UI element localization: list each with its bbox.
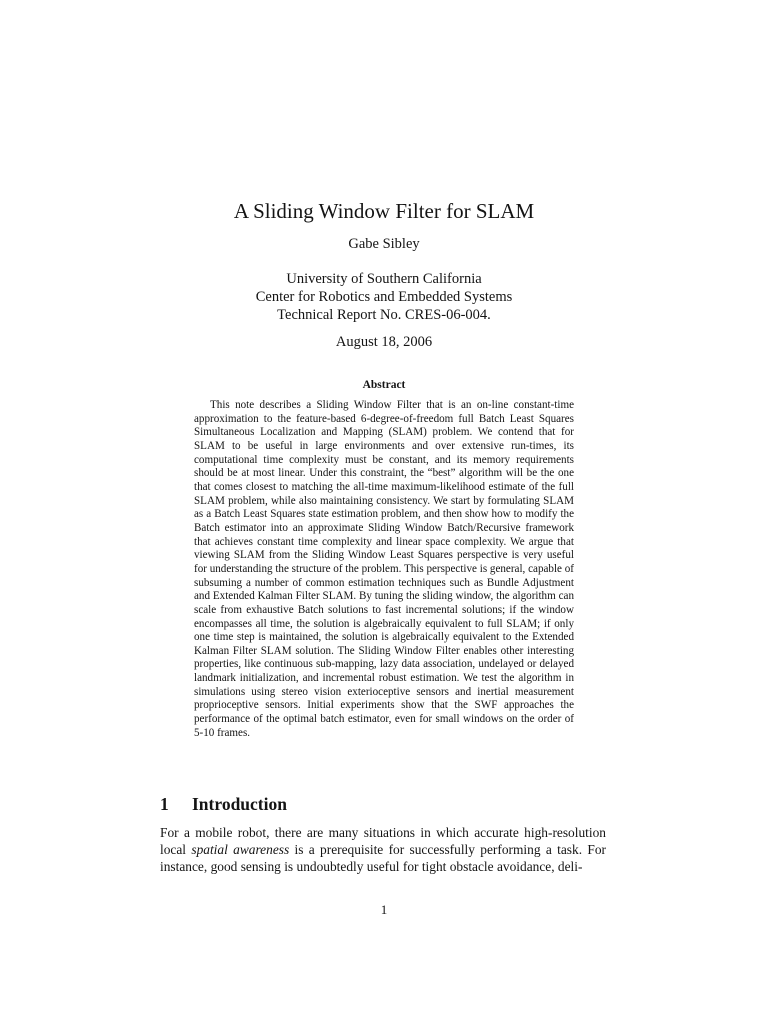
page-number: 1 (380, 902, 388, 917)
abstract-heading: Abstract (362, 379, 406, 391)
affiliation-line: Center for Robotics and Embedded Systems (255, 289, 513, 305)
affiliation-line: Technical Report No. CRES-06-004. (277, 307, 491, 323)
intro-text-start: For a mobile robot, there are many situations in which accurate high-resolution local (160, 825, 606, 857)
paper-affiliation (0, 270, 768, 324)
intro-emphasis: spatial awareness (191, 842, 290, 857)
section-number: 1 (160, 794, 169, 814)
affiliation-line: University of Southern California (286, 271, 482, 287)
paper-author: Gabe Sibley (348, 236, 420, 252)
paper-title: A Sliding Window Filter for SLAM (233, 199, 535, 223)
intro-text-end: is a prerequisite for successfully performing a task. For instance, good sensing is undoubtedly useful for tight obstacle avoidance, deli- (160, 842, 606, 874)
paper-date: August 18, 2006 (335, 334, 433, 350)
section-title: Introduction (192, 794, 287, 814)
section-heading (160, 793, 287, 815)
abstract-body: This note describes a Sliding Window Filter that is an on-line constant-time approximation to the feature-based 6-degree-of-freedom full Batch Least Squares Simultaneous Localization and Mapping (SLAM) problem. We contend that for SLAM to be useful in large environments and over extensive run-times, its computational time complexity must be constant, and its memory requirements should be at most linear. Under this constraint, the “best” algorithm will be the one that comes closest to matching the all-time maximum-likelihood estimate of the full SLAM problem, while also maintaining consistency. We start by formulating SLAM as a Batch Least Squares state estimation problem, and then show how to modify the Batch estimator into an approximate Sliding Window Batch/Recursive framework that achieves constant time complexity and linear space complexity. We argue that viewing SLAM from the Sliding Window Least Squares perspective is very useful for understanding the structure of the problem. This perspective is general, capable of subsuming a number of common estimation techniques such as Bundle Adjustment and Extended Kalman Filter SLAM. By tuning the sliding window, the algorithm can scale from exhaustive Batch solutions to fast incremental solutions; if the window encompasses all time, the solution is algebraically equivalent to full SLAM; if only one time step is maintained, the solution is algebraically equivalent to the Extended Kalman Filter SLAM solution. The Sliding Window Filter enables other interesting properties, like continuous sub-mapping, lazy data association, undelayed or delayed landmark initialization, and incremental robust estimation. We test the algorithm in simulations using stereo vision exterioceptive sensors and inertial measurement proprioceptive sensors. Initial experiments show that the SWF approaches the performance of the optimal batch estimator, even for small windows on the order of 5-10 frames. (194, 399, 574, 739)
introduction-body (160, 824, 606, 875)
